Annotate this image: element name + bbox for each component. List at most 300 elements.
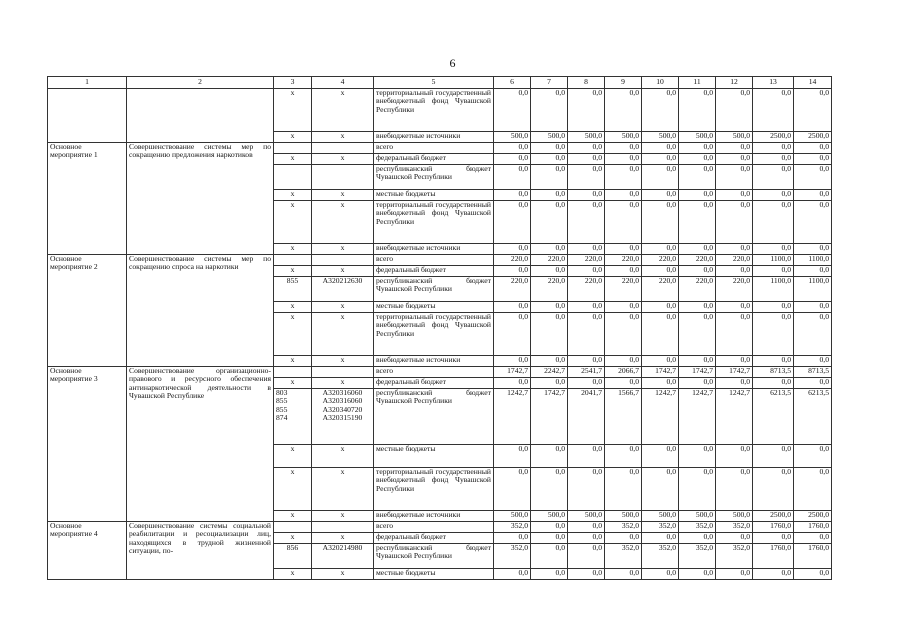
budget-code-cell <box>312 143 374 154</box>
value-cell: 0,0 <box>794 356 832 367</box>
value-cell: 0,0 <box>794 201 832 244</box>
value-cell: 0,0 <box>568 522 605 533</box>
value-cell: 220,0 <box>679 277 716 302</box>
value-cell: 0,0 <box>531 143 568 154</box>
value-cell: 0,0 <box>494 356 531 367</box>
value-cell: 0,0 <box>753 165 794 190</box>
value-cell: 0,0 <box>716 244 753 255</box>
header-cell: 2 <box>127 77 274 89</box>
value-cell: 0,0 <box>642 266 679 277</box>
value-cell: 0,0 <box>679 165 716 190</box>
source-cell: внебюджетные источники <box>374 511 494 522</box>
value-cell: 0,0 <box>716 378 753 389</box>
ministry-code-cell: x <box>274 132 312 143</box>
value-cell: 0,0 <box>679 313 716 356</box>
ministry-code-cell: x <box>274 154 312 165</box>
value-cell: 0,0 <box>642 445 679 468</box>
header-cell: 13 <box>753 77 794 89</box>
value-cell: 0,0 <box>716 266 753 277</box>
source-cell: территориальный государственный внебюджетный фонд Чувашской Республики <box>374 313 494 356</box>
value-cell: 0,0 <box>494 313 531 356</box>
header-cell: 14 <box>794 77 832 89</box>
ministry-code-cell: x <box>274 313 312 356</box>
value-cell: 220,0 <box>494 255 531 266</box>
value-cell: 0,0 <box>642 468 679 511</box>
value-cell: 0,0 <box>568 266 605 277</box>
value-cell: 0,0 <box>642 533 679 544</box>
value-cell: 220,0 <box>642 277 679 302</box>
value-cell: 0,0 <box>716 143 753 154</box>
value-cell: 352,0 <box>494 522 531 533</box>
page-number: 6 <box>449 56 456 70</box>
value-cell: 0,0 <box>531 468 568 511</box>
source-cell: всего <box>374 255 494 266</box>
value-cell: 500,0 <box>568 132 605 143</box>
value-cell: 0,0 <box>753 313 794 356</box>
value-cell: 0,0 <box>642 302 679 313</box>
value-cell: 500,0 <box>642 511 679 522</box>
description-cell: Совершенствование системы мер по сокращению предложения наркотиков <box>127 143 274 255</box>
description-cell: Совершенствование системы мер по сокращению спроса на наркотики <box>127 255 274 367</box>
value-cell: 0,0 <box>753 266 794 277</box>
value-cell: 500,0 <box>494 132 531 143</box>
value-cell: 0,0 <box>605 356 642 367</box>
description-cell <box>127 89 274 143</box>
value-cell: 0,0 <box>753 302 794 313</box>
value-cell: 0,0 <box>568 313 605 356</box>
ministry-code-cell <box>274 143 312 154</box>
value-cell: 0,0 <box>794 445 832 468</box>
value-cell: 6213,5 <box>794 389 832 445</box>
value-cell: 0,0 <box>753 569 794 580</box>
value-cell: 0,0 <box>568 302 605 313</box>
ministry-code-cell <box>274 522 312 533</box>
value-cell: 1242,7 <box>494 389 531 445</box>
value-cell: 1742,7 <box>494 367 531 378</box>
value-cell: 2541,7 <box>568 367 605 378</box>
value-cell: 0,0 <box>794 533 832 544</box>
value-cell: 0,0 <box>531 313 568 356</box>
value-cell: 0,0 <box>494 201 531 244</box>
value-cell: 0,0 <box>605 266 642 277</box>
source-cell: республиканский бюджет Чувашской Республики <box>374 389 494 445</box>
budget-code-cell: x <box>312 201 374 244</box>
value-cell: 220,0 <box>605 255 642 266</box>
value-cell: 0,0 <box>679 154 716 165</box>
ministry-code-cell: x <box>274 302 312 313</box>
value-cell: 0,0 <box>568 154 605 165</box>
value-cell: 2500,0 <box>794 132 832 143</box>
budget-code-cell: x <box>312 468 374 511</box>
value-cell: 500,0 <box>716 132 753 143</box>
ministry-code-cell: x <box>274 511 312 522</box>
source-cell: республиканский бюджет Чувашской Республики <box>374 544 494 569</box>
value-cell: 0,0 <box>753 244 794 255</box>
value-cell: 0,0 <box>679 468 716 511</box>
header-cell: 1 <box>48 77 127 89</box>
budget-code-cell: x <box>312 154 374 165</box>
value-cell: 0,0 <box>531 89 568 132</box>
value-cell: 500,0 <box>642 132 679 143</box>
value-cell: 0,0 <box>679 89 716 132</box>
value-cell: 0,0 <box>568 89 605 132</box>
header-cell: 5 <box>374 77 494 89</box>
ministry-code-cell: x <box>274 569 312 580</box>
description-cell: Совершенствование организационно-правового и ресурсного обеспечения антинаркотической деятельности в Чувашской Республике <box>127 367 274 522</box>
measure-cell: Основное мероприятие 3 <box>48 367 127 522</box>
value-cell: 0,0 <box>494 533 531 544</box>
value-cell: 1760,0 <box>753 522 794 533</box>
ministry-code-cell <box>274 367 312 378</box>
ministry-code-cell: 856 <box>274 544 312 569</box>
value-cell: 0,0 <box>642 143 679 154</box>
value-cell: 2242,7 <box>531 367 568 378</box>
header-cell: 4 <box>312 77 374 89</box>
ministry-code-cell: x <box>274 266 312 277</box>
value-cell: 8713,5 <box>794 367 832 378</box>
value-cell: 220,0 <box>531 255 568 266</box>
source-cell: республиканский бюджет Чувашской Республики <box>374 165 494 190</box>
value-cell: 0,0 <box>494 569 531 580</box>
value-cell: 6213,5 <box>753 389 794 445</box>
value-cell: 0,0 <box>531 533 568 544</box>
value-cell: 352,0 <box>642 544 679 569</box>
source-cell: территориальный государственный внебюджетный фонд Чувашской Республики <box>374 468 494 511</box>
value-cell: 2500,0 <box>753 511 794 522</box>
value-cell: 0,0 <box>605 244 642 255</box>
value-cell: 0,0 <box>716 201 753 244</box>
source-cell: республиканский бюджет Чувашской Республики <box>374 277 494 302</box>
value-cell: 0,0 <box>531 201 568 244</box>
value-cell: 220,0 <box>568 277 605 302</box>
value-cell: 0,0 <box>531 302 568 313</box>
value-cell: 0,0 <box>605 302 642 313</box>
table-row <box>48 522 832 533</box>
budget-code-cell: x <box>312 302 374 313</box>
budget-code-cell: x <box>312 511 374 522</box>
table-row <box>48 89 832 132</box>
value-cell: 500,0 <box>605 511 642 522</box>
value-cell: 0,0 <box>679 244 716 255</box>
value-cell: 0,0 <box>494 143 531 154</box>
value-cell: 1760,0 <box>794 544 832 569</box>
header-cell: 7 <box>531 77 568 89</box>
value-cell: 0,0 <box>753 201 794 244</box>
value-cell: 0,0 <box>679 302 716 313</box>
value-cell: 0,0 <box>642 313 679 356</box>
value-cell: 0,0 <box>568 244 605 255</box>
budget-code-cell: x <box>312 356 374 367</box>
value-cell: 0,0 <box>531 165 568 190</box>
value-cell: 0,0 <box>605 569 642 580</box>
value-cell: 0,0 <box>679 266 716 277</box>
value-cell: 0,0 <box>642 201 679 244</box>
value-cell: 0,0 <box>531 569 568 580</box>
value-cell: 0,0 <box>605 143 642 154</box>
value-cell: 0,0 <box>568 445 605 468</box>
header-cell: 6 <box>494 77 531 89</box>
value-cell: 1742,7 <box>716 367 753 378</box>
value-cell: 0,0 <box>753 378 794 389</box>
value-cell: 0,0 <box>605 154 642 165</box>
source-cell: всего <box>374 143 494 154</box>
value-cell: 0,0 <box>494 468 531 511</box>
table-row <box>48 143 832 154</box>
header-row <box>48 77 832 89</box>
value-cell: 1566,7 <box>605 389 642 445</box>
budget-code-cell: x <box>312 569 374 580</box>
budget-code-cell <box>312 255 374 266</box>
value-cell: 0,0 <box>794 190 832 201</box>
source-cell: всего <box>374 522 494 533</box>
value-cell: 0,0 <box>605 533 642 544</box>
value-cell: 0,0 <box>753 356 794 367</box>
value-cell: 0,0 <box>568 143 605 154</box>
value-cell: 0,0 <box>642 244 679 255</box>
value-cell: 500,0 <box>605 132 642 143</box>
value-cell: 220,0 <box>605 277 642 302</box>
source-cell: местные бюджеты <box>374 445 494 468</box>
value-cell: 500,0 <box>679 511 716 522</box>
source-cell: федеральный бюджет <box>374 266 494 277</box>
value-cell: 0,0 <box>531 266 568 277</box>
header-cell: 3 <box>274 77 312 89</box>
value-cell: 1242,7 <box>679 389 716 445</box>
header-cell: 8 <box>568 77 605 89</box>
value-cell: 0,0 <box>716 445 753 468</box>
value-cell: 1100,0 <box>753 277 794 302</box>
value-cell: 0,0 <box>642 378 679 389</box>
ministry-code-cell: x <box>274 244 312 255</box>
source-cell: федеральный бюджет <box>374 533 494 544</box>
measure-cell: Основное мероприятие 4 <box>48 522 127 580</box>
budget-code-cell: x <box>312 244 374 255</box>
value-cell: 1242,7 <box>642 389 679 445</box>
value-cell: 220,0 <box>679 255 716 266</box>
value-cell: 220,0 <box>568 255 605 266</box>
value-cell: 0,0 <box>679 445 716 468</box>
value-cell: 0,0 <box>605 468 642 511</box>
source-cell: внебюджетные источники <box>374 356 494 367</box>
ministry-code-cell: x <box>274 533 312 544</box>
source-cell: местные бюджеты <box>374 569 494 580</box>
value-cell: 220,0 <box>642 255 679 266</box>
value-cell: 1100,0 <box>753 255 794 266</box>
value-cell: 0,0 <box>642 154 679 165</box>
ministry-code-cell: x <box>274 468 312 511</box>
value-cell: 352,0 <box>679 544 716 569</box>
value-cell: 0,0 <box>642 89 679 132</box>
value-cell: 0,0 <box>531 544 568 569</box>
value-cell: 0,0 <box>642 165 679 190</box>
value-cell: 0,0 <box>494 190 531 201</box>
value-cell: 0,0 <box>716 569 753 580</box>
value-cell: 352,0 <box>716 544 753 569</box>
budget-code-cell <box>312 367 374 378</box>
value-cell: 0,0 <box>794 468 832 511</box>
source-cell: территориальный государственный внебюджетный фонд Чувашской Республики <box>374 89 494 132</box>
value-cell: 0,0 <box>531 378 568 389</box>
value-cell: 0,0 <box>568 165 605 190</box>
value-cell: 0,0 <box>716 468 753 511</box>
budget-code-cell: x <box>312 445 374 468</box>
value-cell: 0,0 <box>568 468 605 511</box>
header-cell: 10 <box>642 77 679 89</box>
budget-code-cell: x <box>312 132 374 143</box>
value-cell: 0,0 <box>794 266 832 277</box>
ministry-code-cell: x <box>274 201 312 244</box>
ministry-code-cell: 855 <box>274 277 312 302</box>
value-cell: 352,0 <box>494 544 531 569</box>
value-cell: 2066,7 <box>605 367 642 378</box>
value-cell: 352,0 <box>716 522 753 533</box>
value-cell: 0,0 <box>642 356 679 367</box>
budget-code-cell: x <box>312 190 374 201</box>
value-cell: 0,0 <box>531 244 568 255</box>
value-cell: 2500,0 <box>794 511 832 522</box>
value-cell: 0,0 <box>794 378 832 389</box>
source-cell: местные бюджеты <box>374 190 494 201</box>
budget-code-cell: А320214980 <box>312 544 374 569</box>
value-cell: 0,0 <box>794 154 832 165</box>
value-cell: 0,0 <box>605 313 642 356</box>
value-cell: 500,0 <box>679 132 716 143</box>
value-cell: 0,0 <box>531 190 568 201</box>
value-cell: 0,0 <box>642 569 679 580</box>
value-cell: 2041,7 <box>568 389 605 445</box>
table-row <box>48 367 832 378</box>
value-cell: 0,0 <box>531 445 568 468</box>
ministry-code-cell: x <box>274 356 312 367</box>
source-cell: территориальный государственный внебюджетный фонд Чувашской Республики <box>374 201 494 244</box>
value-cell: 0,0 <box>794 302 832 313</box>
value-cell: 0,0 <box>568 356 605 367</box>
description-cell: Совершенствование системы социальной реабилитации и ресоциализации лиц, находящихся в трудной жизненной ситуации, по- <box>127 522 274 580</box>
value-cell: 1742,7 <box>531 389 568 445</box>
value-cell: 0,0 <box>679 190 716 201</box>
value-cell: 0,0 <box>494 378 531 389</box>
value-cell: 500,0 <box>716 511 753 522</box>
ministry-code-cell: x <box>274 445 312 468</box>
budget-code-cell: x <box>312 266 374 277</box>
value-cell: 0,0 <box>494 165 531 190</box>
value-cell: 0,0 <box>716 313 753 356</box>
ministry-code-cell <box>274 255 312 266</box>
value-cell: 0,0 <box>679 378 716 389</box>
value-cell: 0,0 <box>716 533 753 544</box>
value-cell: 0,0 <box>753 468 794 511</box>
measure-cell: Основное мероприятие 1 <box>48 143 127 255</box>
value-cell: 0,0 <box>494 302 531 313</box>
value-cell: 0,0 <box>679 569 716 580</box>
ministry-code-cell: 803 855 855 874 <box>274 389 312 445</box>
value-cell: 0,0 <box>716 356 753 367</box>
value-cell: 1100,0 <box>794 255 832 266</box>
ministry-code-cell: x <box>274 89 312 132</box>
value-cell: 0,0 <box>494 244 531 255</box>
value-cell: 0,0 <box>679 201 716 244</box>
value-cell: 0,0 <box>794 143 832 154</box>
budget-code-cell <box>312 165 374 190</box>
value-cell: 1242,7 <box>716 389 753 445</box>
value-cell: 0,0 <box>716 190 753 201</box>
value-cell: 220,0 <box>716 277 753 302</box>
funding-table <box>47 76 832 580</box>
value-cell: 500,0 <box>531 511 568 522</box>
header-cell: 9 <box>605 77 642 89</box>
header-cell: 11 <box>679 77 716 89</box>
value-cell: 0,0 <box>679 143 716 154</box>
value-cell: 2500,0 <box>753 132 794 143</box>
value-cell: 220,0 <box>531 277 568 302</box>
value-cell: 0,0 <box>716 89 753 132</box>
value-cell: 0,0 <box>605 89 642 132</box>
value-cell: 1760,0 <box>753 544 794 569</box>
measure-cell: Основное мероприятие 2 <box>48 255 127 367</box>
ministry-code-cell <box>274 165 312 190</box>
value-cell: 0,0 <box>716 154 753 165</box>
value-cell: 0,0 <box>568 201 605 244</box>
value-cell: 500,0 <box>568 511 605 522</box>
value-cell: 0,0 <box>753 190 794 201</box>
value-cell: 0,0 <box>716 302 753 313</box>
value-cell: 0,0 <box>531 154 568 165</box>
value-cell: 1742,7 <box>679 367 716 378</box>
value-cell: 0,0 <box>679 533 716 544</box>
value-cell: 0,0 <box>605 445 642 468</box>
value-cell: 0,0 <box>568 190 605 201</box>
budget-code-cell: А320316060 А320316060 А320340720 А320315190 <box>312 389 374 445</box>
budget-code-cell: x <box>312 313 374 356</box>
source-cell: всего <box>374 367 494 378</box>
budget-code-cell: А320212630 <box>312 277 374 302</box>
value-cell: 0,0 <box>531 356 568 367</box>
table-body <box>48 77 832 580</box>
value-cell: 220,0 <box>494 277 531 302</box>
value-cell: 8713,5 <box>753 367 794 378</box>
ministry-code-cell: x <box>274 378 312 389</box>
source-cell: федеральный бюджет <box>374 154 494 165</box>
value-cell: 0,0 <box>494 89 531 132</box>
value-cell: 0,0 <box>605 201 642 244</box>
budget-code-cell: x <box>312 378 374 389</box>
value-cell: 0,0 <box>642 190 679 201</box>
value-cell: 0,0 <box>716 165 753 190</box>
value-cell: 0,0 <box>605 378 642 389</box>
budget-code-cell <box>312 522 374 533</box>
value-cell: 352,0 <box>605 544 642 569</box>
value-cell: 0,0 <box>753 154 794 165</box>
value-cell: 0,0 <box>568 544 605 569</box>
value-cell: 0,0 <box>568 569 605 580</box>
value-cell: 500,0 <box>531 132 568 143</box>
table-row <box>48 255 832 266</box>
value-cell: 352,0 <box>605 522 642 533</box>
value-cell: 0,0 <box>753 445 794 468</box>
header-cell: 12 <box>716 77 753 89</box>
value-cell: 0,0 <box>568 378 605 389</box>
value-cell: 0,0 <box>794 569 832 580</box>
value-cell: 0,0 <box>605 190 642 201</box>
value-cell: 0,0 <box>753 143 794 154</box>
value-cell: 0,0 <box>531 522 568 533</box>
ministry-code-cell: x <box>274 190 312 201</box>
source-cell: федеральный бюджет <box>374 378 494 389</box>
value-cell: 0,0 <box>753 533 794 544</box>
value-cell: 1742,7 <box>642 367 679 378</box>
value-cell: 0,0 <box>494 445 531 468</box>
value-cell: 1760,0 <box>794 522 832 533</box>
